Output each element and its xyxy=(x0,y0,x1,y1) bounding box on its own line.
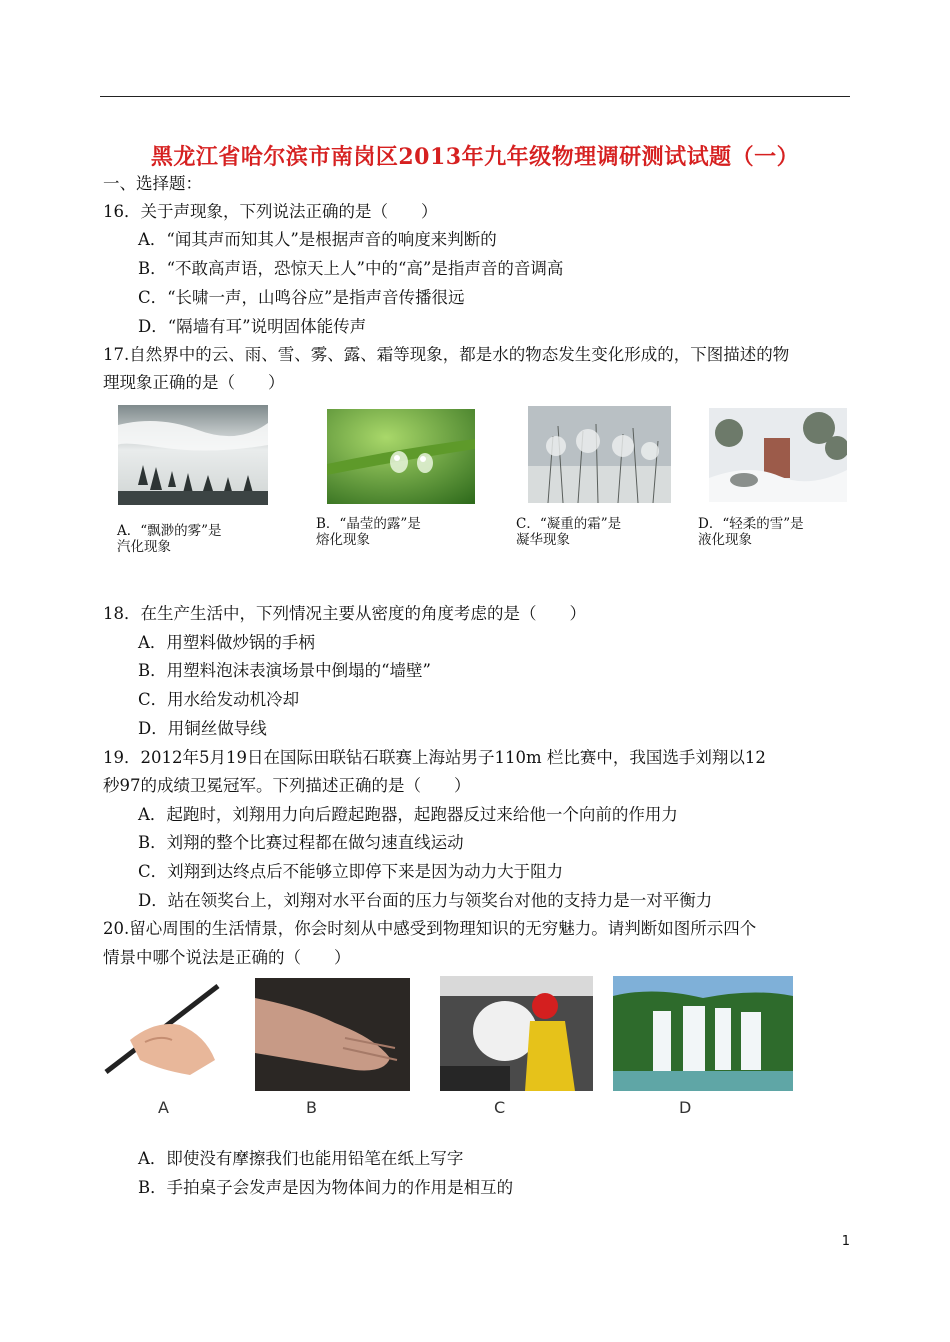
q17-stem-line2: 理现象正确的是（ ） xyxy=(103,373,285,392)
q20-option-a: A．即使没有摩擦我们也能用铅笔在纸上写字 xyxy=(138,1149,464,1168)
caption-d-line1: D．“轻柔的雪”是 xyxy=(698,516,804,532)
q16-option-d: D．“隔墙有耳”说明固体能传声 xyxy=(138,317,367,336)
q20-image-label-d: D xyxy=(679,1098,692,1117)
q20-stem-line1: 20.留心周围的生活情景，你会时刻从中感受到物理知识的无穷魅力。请判断如图所示四个 xyxy=(103,919,757,938)
q20-image-label-a: A xyxy=(158,1098,169,1117)
q19-option-c: C．刘翔到达终点后不能够立即停下来是因为动力大于阻力 xyxy=(138,862,564,881)
q17-stem-line1: 17.自然界中的云、雨、雪、雾、露、霜等现象，都是水的物态发生变化形成的，下图描述的物 xyxy=(103,345,790,364)
q18-option-b: B．用塑料泡沫表演场景中倒塌的“墙壁” xyxy=(138,661,431,680)
q16-stem: 16．关于声现象，下列说法正确的是（ ） xyxy=(103,202,438,221)
q16-option-b: B．“不敢高声语，恐惊天上人”中的“高”是指声音的音调高 xyxy=(138,259,564,278)
q16-option-a: A．“闻其声而知其人”是根据声音的响度来判断的 xyxy=(138,230,497,249)
caption-b-line1: B．“晶莹的露”是 xyxy=(316,516,421,532)
q20-image-label-c: C xyxy=(494,1098,506,1117)
q19-option-d: D．站在领奖台上，刘翔对水平台面的压力与领奖台对他的支持力是一对平衡力 xyxy=(138,891,713,910)
q20-option-b: B．手拍桌子会发声是因为物体间力的作用是相互的 xyxy=(138,1178,514,1197)
q19-option-a: A．起跑时，刘翔用力向后蹬起跑器，起跑器反过来给他一个向前的作用力 xyxy=(138,805,678,824)
section-heading: 一、选择题： xyxy=(103,174,202,193)
caption-c-line2: 凝华现象 xyxy=(516,532,570,548)
q20-image-label-b: B xyxy=(306,1098,317,1117)
frost-image xyxy=(528,406,671,503)
q18-stem: 18．在生产生活中，下列情况主要从密度的角度考虑的是（ ） xyxy=(103,604,586,623)
q18-option-d: D．用铜丝做导线 xyxy=(138,719,267,738)
q19-option-b: B．刘翔的整个比赛过程都在做匀速直线运动 xyxy=(138,833,464,852)
q20-stem-line2: 情景中哪个说法是正确的（ ） xyxy=(103,948,351,967)
airbag-image xyxy=(440,976,593,1091)
q17-caption-c xyxy=(516,516,666,548)
caption-c-line1: C．“凝重的霜”是 xyxy=(516,516,622,532)
q18-option-a: A．用塑料做炒锅的手柄 xyxy=(138,633,315,652)
hand-table-image xyxy=(255,978,410,1091)
caption-a-line1: A．“飘渺的雾”是 xyxy=(117,523,222,539)
caption-b-line2: 熔化现象 xyxy=(316,532,370,548)
fog-image xyxy=(118,405,268,505)
waterfall-image xyxy=(613,976,793,1091)
q19-stem-line1: 19．2012年5月19日在国际田联钻石联赛上海站男子110m 栏比赛中，我国选手刘翔以12 xyxy=(103,748,766,767)
page-number: 1 xyxy=(841,1234,850,1249)
q19-stem-line2: 秒97的成绩卫冕冠军。下列描述正确的是（ ） xyxy=(103,776,471,795)
page-title: 黑龙江省哈尔滨市南岗区2013年九年级物理调研测试试题（一） xyxy=(150,144,800,170)
q17-caption-d xyxy=(698,516,848,548)
header-rule xyxy=(100,96,850,97)
q16-option-c: C．“长啸一声，山鸣谷应”是指声音传播很远 xyxy=(138,288,465,307)
q17-caption-b xyxy=(316,516,466,548)
dew-image xyxy=(327,409,475,504)
q18-option-c: C．用水给发动机冷却 xyxy=(138,690,300,709)
pencil-hand-image xyxy=(100,980,225,1080)
caption-a-line2: 汽化现象 xyxy=(117,539,171,555)
caption-d-line2: 液化现象 xyxy=(698,532,752,548)
q17-caption-a xyxy=(117,523,267,555)
snow-image xyxy=(709,408,847,502)
